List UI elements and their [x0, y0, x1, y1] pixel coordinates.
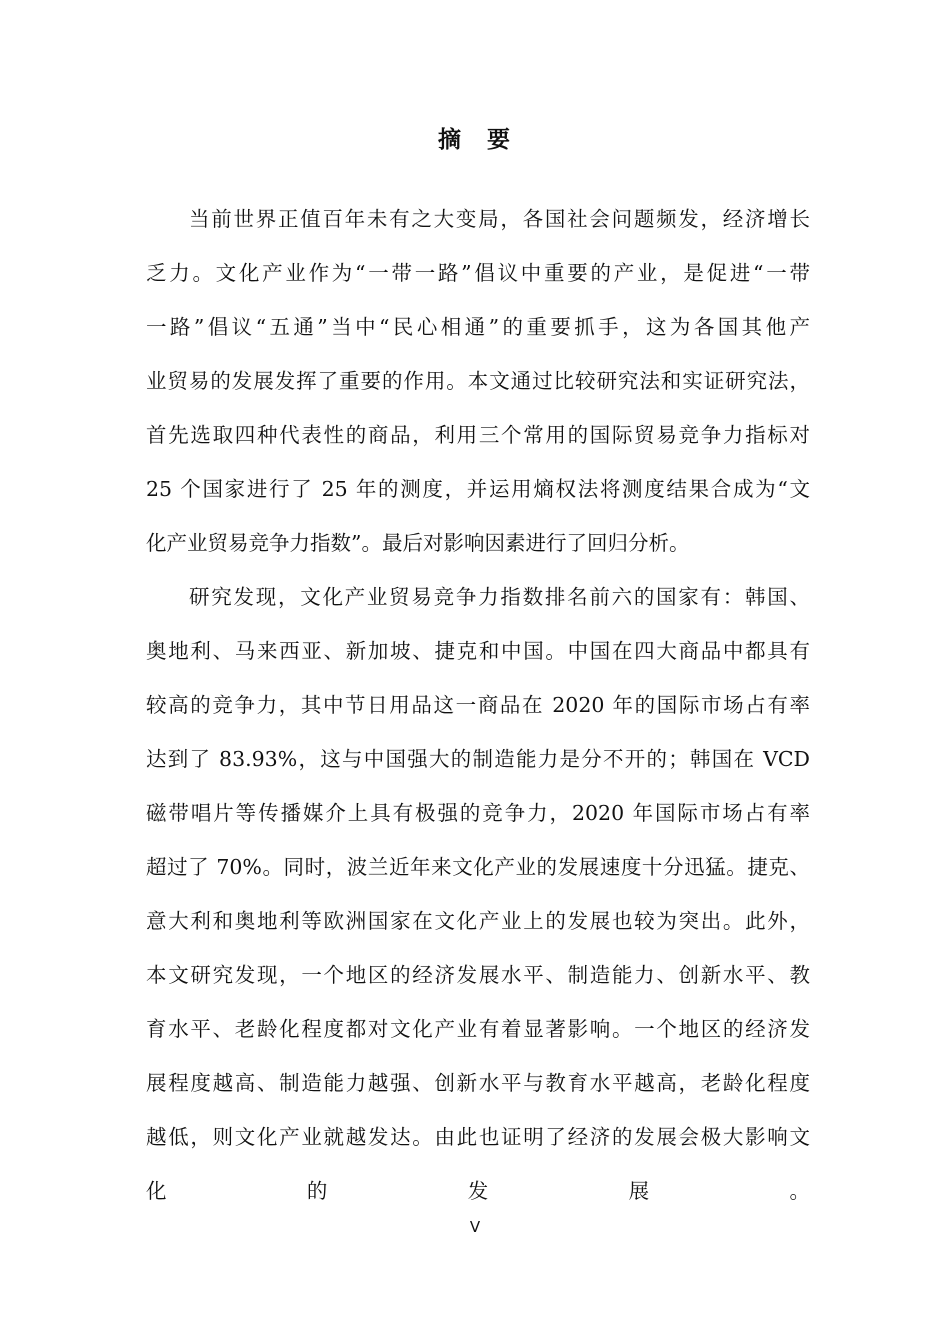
text-line: 研究发现，文化产业贸易竞争力指数排名前六的国家有：韩国、 [189, 585, 810, 609]
abstract-title-char-1: 摘 [438, 127, 463, 153]
text-line: 一路”倡议“五通”当中“民心相通”的重要抓手，这为各国其他产 [146, 315, 810, 339]
text-line: 乏力。文化产业作为“一带一路”倡议中重要的产业，是促进“一带 [146, 261, 810, 285]
text-line: 本文研究发现，一个地区的经济发展水平、制造能力、创新水平、教 [146, 963, 810, 987]
page-number: V [469, 1218, 481, 1236]
abstract-body [146, 192, 810, 1272]
text-line: 业贸易的发展发挥了重要的作用。本文通过比较研究法和实证研究法， [146, 369, 810, 393]
text-line: 意大利和奥地利等欧洲国家在文化产业上的发展也较为突出。此外， [146, 909, 810, 933]
text-line: 磁带唱片等传播媒介上具有极强的竞争力，2020 年国际市场占有率 [146, 801, 810, 825]
text-line: 奥地利、马来西亚、新加坡、捷克和中国。中国在四大商品中都具有 [146, 639, 810, 663]
text-line: 展程度越高、制造能力越强、创新水平与教育水平越高，老龄化程度 [146, 1071, 810, 1095]
abstract-title-char-2: 要 [487, 127, 512, 153]
abstract-title [0, 123, 950, 157]
text-line: 越低，则文化产业就越发达。由此也证明了经济的发展会极大影响文 [146, 1125, 810, 1149]
text-line: 育水平、老龄化程度都对文化产业有着显著影响。一个地区的经济发 [146, 1017, 810, 1041]
text-line: 较高的竞争力，其中节日用品这一商品在 2020 年的国际市场占有率 [146, 693, 810, 717]
text-line: 化的发展。 [146, 1179, 810, 1203]
text-line: 当前世界正值百年未有之大变局，各国社会问题频发，经济增长 [189, 207, 810, 231]
paragraph-1 [146, 192, 810, 570]
text-line: 超过了 70%。同时，波兰近年来文化产业的发展速度十分迅猛。捷克、 [146, 855, 810, 879]
text-line: 首先选取四种代表性的商品，利用三个常用的国际贸易竞争力指标对 [146, 423, 810, 447]
text-line: 达到了 83.93%，这与中国强大的制造能力是分不开的；韩国在 VCD [146, 747, 810, 771]
text-line: 化产业贸易竞争力指数”。最后对影响因素进行了回归分析。 [146, 531, 690, 555]
paragraph-2 [146, 570, 810, 1272]
text-line: 25 个国家进行了 25 年的测度，并运用熵权法将测度结果合成为“文 [146, 477, 810, 501]
